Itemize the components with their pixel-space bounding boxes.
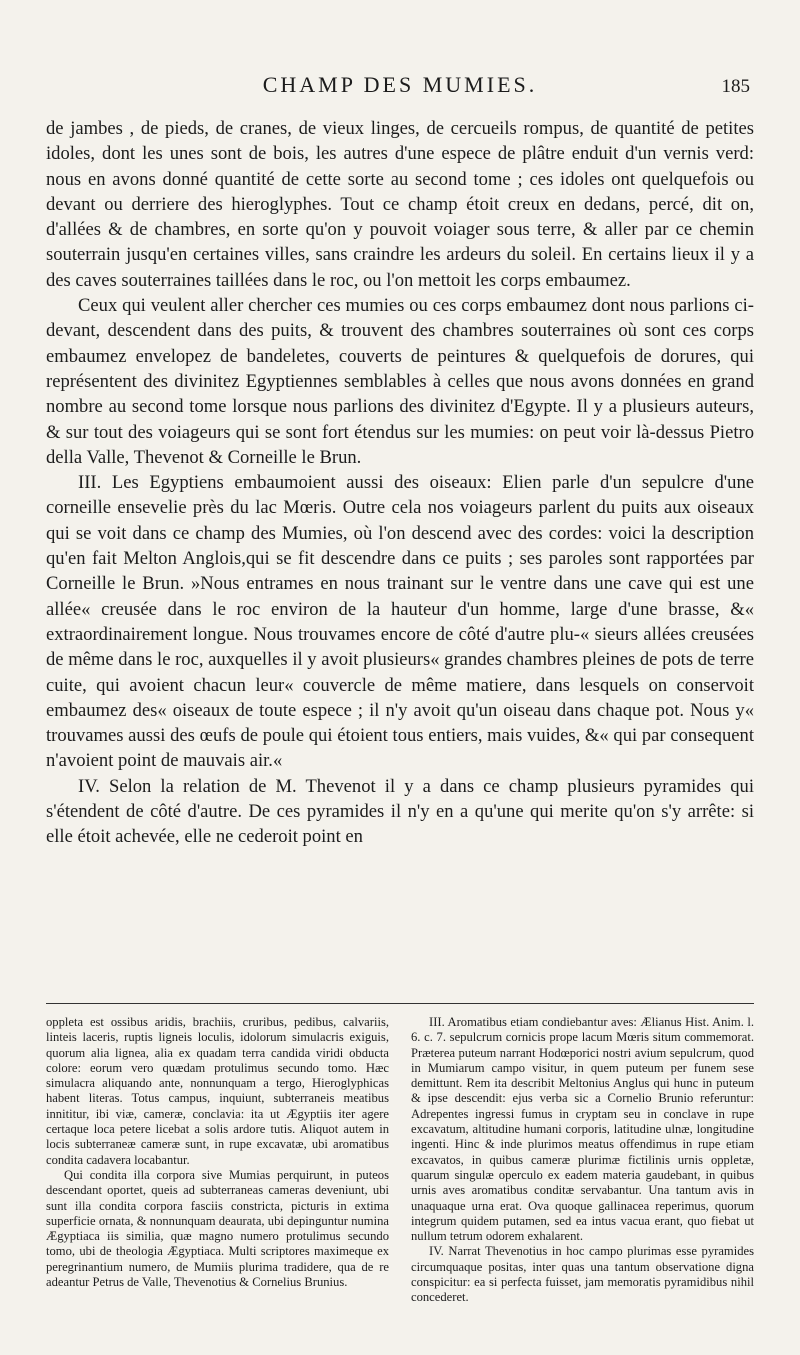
paragraph-1: de jambes , de pieds, de cranes, de vieux linges, de cercueils rompus, de quantité de petites idoles, dont les unes sont de bois, les autres d'une espece de plâtre enduit d'un vernis verd: nous en avons donné quantité de cette sorte au second tome ; ces idoles ont quelquefois ou devant ou derriere des hieroglyphes. Tout ce champ étoit creux en dedans, percé, dit on, d'allées & de chambres, en sorte qu'on y pouvoit voiager sous terre, & aller par ce chemin souterrain jusqu'en certaines villes, sans craindre les ardeurs du soleil. En certains lieux il y a des caves souterraines taillées dans le roc, ou l'on mettoit les corps embaumez.: [46, 118, 754, 291]
footnote-column-right: [411, 1015, 754, 1306]
paragraph-4: IV. Selon la relation de M. Thevenot il y a dans ce champ plusieurs pyramides qui s'étendent de côté d'autre. De ces pyramides il n'y en a qu'une qui merite qu'on s'y arrête: si elle étoit achevée, elle ne cederoit point en: [46, 775, 754, 848]
footnote-column-left: [46, 1015, 389, 1306]
footnote-left-2: Qui condita illa corpora sive Mumias perquirunt, in puteos descendant oportet, queis ad subterraneas cameras deveniunt, ubi sunt illa condita corpora fasciis constricta, picturis in extima superficie ornata, & nonnunquam deaurata, ubi depinguntur numina Ægyptiaca iis similia, quæ magno numero protulimus secundo tomo, ubi de theologia Ægyptiaca. Multi scriptores maximeque ex peregrinantium numero, de Mumiis plurima tradidere, qua de re adeantur Petrus de Valle, Thevenotius & Cornelius Brunius.: [46, 1167, 389, 1290]
page-number: 185: [721, 76, 750, 97]
paragraph-3: III. Les Egyptiens embaumoient aussi des oiseaux: Elien parle d'un sepulcre d'une corneille ensevelie près du lac Mœris. Outre cela nos voiageurs parlent du puits aux oiseaux qui se voit dans ce champ des Mumies, où l'on descend avec des cordes: voici la description qu'en fait Melton Anglois,qui se fit descendre dans ce puits ; ses paroles sont rapportées par Corneille le Brun. »Nous entrames en nous trainant sur le ventre dans une cave qui est une allée« creusée dans le roc environ de la hauteur d'un homme, large d'une brasse, &« extraordinairement longue. Nous trouvames encore de côté d'autre plu-« sieurs allées creusées de même dans le roc, auxquelles il y avoit plusieurs« grandes chambres pleines de pots de terre cuite, qui avoient chacun leur« couvercle de même matiere, dans lesquels on conservoit embaumez des« oiseaux de toute espece ; il n'y avoit qu'un oiseau dans chaque pot. Nous y« trouvames aussi des œufs de poule qui étoient tous entiers, mais vuides, &« qui par consequent n'avoient point de mauvais air.«: [46, 472, 754, 772]
footnote-right-1: III. Aromatibus etiam condiebantur aves: Ælianus Hist. Anim. l. 6. c. 7. sepulcrum cornicis prope lacum Mœris situm commemorat. Præterea puteum narrant Hodœporici nostri avium sepulcrum, quod in Mumiarum campo visitur, in quem puteum per funem sese demittunt. Rem ita describit Meltonius Anglus qui hunc in puteum & ipse descendit: ejus verba sic a Cornelio Brunio referuntur: Adrepentes ingressi fumus in cryptam seu in conclave in rupe excavatum, altitudine humani corporis, latitudine ulnæ, longitudine ingenti. Hinc & inde plurimos meatus offendimus in rupe etiam excavatos, in quibus cameræ plurimæ fictilinis urnis oppletæ, quarum singulæ operculo ex eadem materia gaudebant, in quibus urnis aves aromatibus conditæ servabantur. Una tantum avis in unaquaque urna erat. Ova quoque gallinacea reperimus, quorum integrum quidem putamen, sed ea intus vacua erant, quo fiebat ut nullum tetrum odorem exhalarent.: [411, 1015, 754, 1244]
running-title: CHAMP DES MUMIES.: [262, 72, 538, 97]
footnotes: [46, 1015, 754, 1306]
footnote-left-1: oppleta est ossibus aridis, brachiis, cruribus, pedibus, calvariis, linteis laceris, ruptis ligneis loculis, idolorum simulacris exiguis, quorum alia lignea, alia ex quadam terra candida viridi obducta colore: eorum vero quædam protulimus secundo tomo. Hæc simulacra aliquando ante, nonnunquam a tergo, Hieroglyphicas habent literas. Totus campus, inquiunt, subterraneis meatibus innititur, ibi viæ, cameræ, conclavia: ita ut Ægyptiis iter agere certaque loca petere licebat a solis ardore tutis. Aliquot autem in locis subterraneæ cameræ sunt, in rupe excavatæ, ubi aromatibus condita cadavera locabantur.: [46, 1015, 389, 1167]
footnote-right-2: IV. Narrat Thevenotius in hoc campo plurimas esse pyramides circumquaque positas, inter quas una tantum observatione digna conspicitur: ea si perfecta fuisset, jam memoratis pyramidibus nihil concederet.: [411, 1244, 754, 1305]
page-header: [46, 72, 754, 106]
paragraph-2: Ceux qui veulent aller chercher ces mumies ou ces corps embaumez dont nous parlions ci-devant, descendent dans des puits, & trouvent des chambres souterraines où sont ces corps embaumez envelopez de bandeletes, couverts de peintures & quelquefois de dorures, qui représentent des divinitez Egyptiennes semblables à celles que nous avons données en grand nombre au second tome lorsque nous parlions des divinitez d'Egypte. Il y a plusieurs auteurs, & sur tout des voiageurs qui se sont fort étendus sur les mumies: on peut voir là-dessus Pietro della Valle, Thevenot & Corneille le Brun.: [46, 295, 754, 468]
main-text: [46, 116, 754, 850]
footnote-divider: [46, 1003, 754, 1004]
